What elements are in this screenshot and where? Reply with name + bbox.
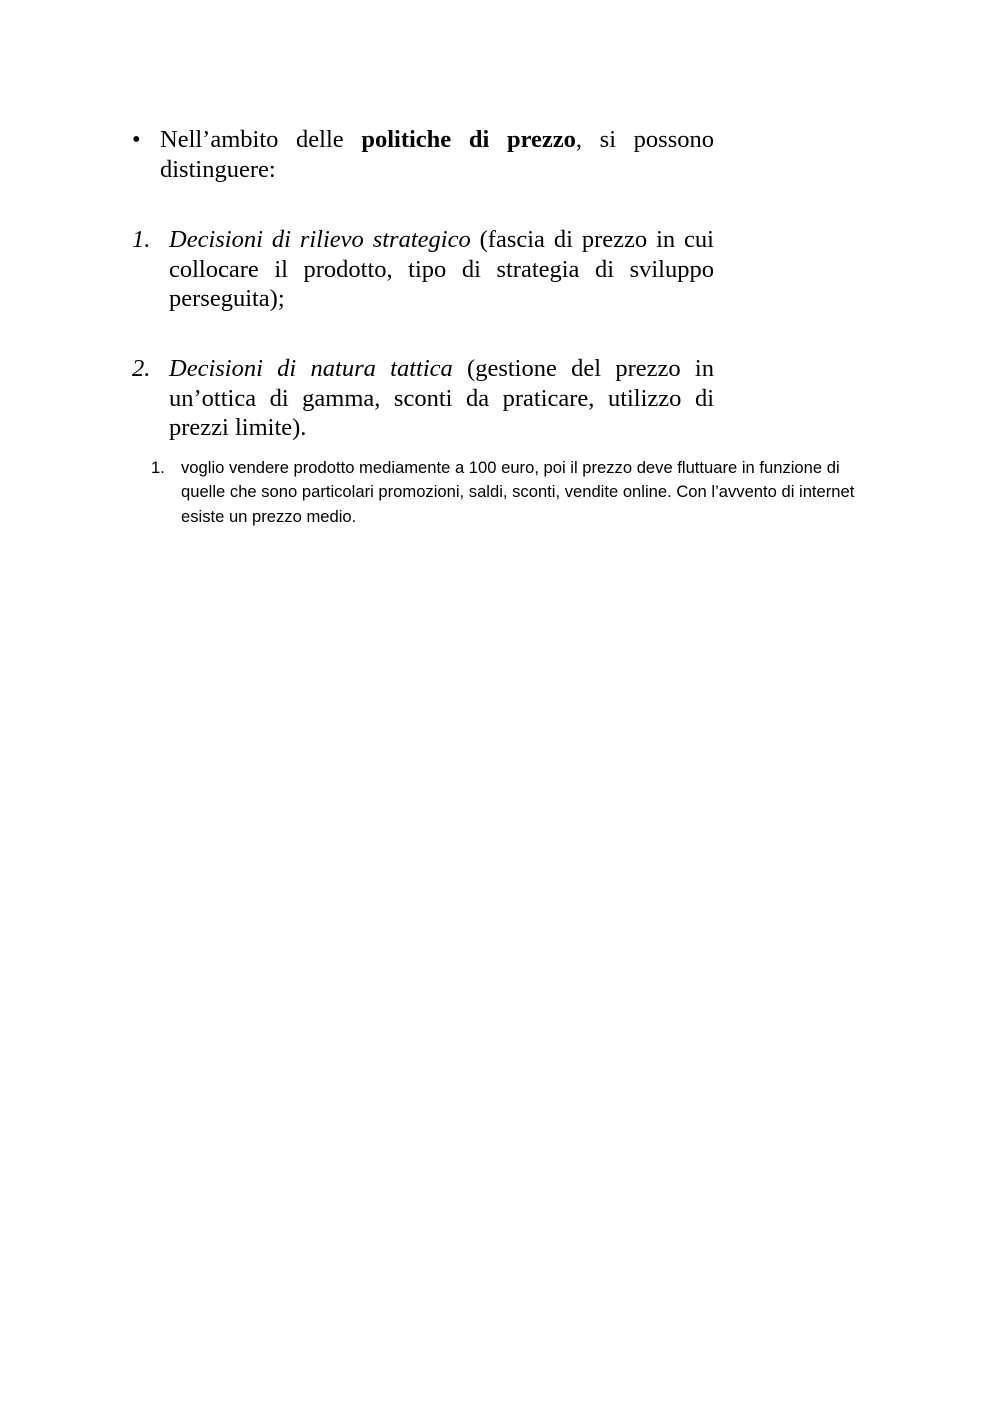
note-paragraph: [151, 456, 871, 529]
list-item-number: 1.: [132, 226, 151, 253]
list-item-description: (fascia di prezzo in cui collocare il prodotto, tipo di strategia di sviluppo perseguita);: [169, 226, 714, 312]
intro-text: [160, 125, 714, 184]
note-number: 1.: [151, 458, 165, 477]
list-item-title: Decisioni di rilievo strategico: [169, 226, 471, 253]
bullet-marker: •: [132, 126, 141, 153]
list-item-number: 2.: [132, 355, 151, 382]
intro-text-end: , si possono distinguere:: [160, 126, 714, 183]
intro-bold-term: politiche di prezzo: [361, 126, 576, 153]
list-item-description: (gestione del prezzo in un’ottica di gamma, sconti da praticare, utilizzo di prezzi limite).: [169, 355, 714, 441]
list-item-strategic: [132, 225, 714, 314]
list-item-title: Decisioni di natura tattica: [169, 355, 453, 382]
list-item-tactical: [132, 354, 714, 443]
intro-text-start: Nell’ambito delle: [160, 126, 362, 153]
list-item-text: [169, 225, 714, 314]
intro-paragraph: [132, 125, 714, 184]
note-text: voglio vendere prodotto mediamente a 100 euro, poi il prezzo deve fluttuare in funzione di quelle che sono particolari promozioni, saldi, sconti, vendite online. Con l’avvento di internet esiste un prezzo medio.: [181, 458, 855, 526]
list-item-text: [169, 354, 714, 443]
